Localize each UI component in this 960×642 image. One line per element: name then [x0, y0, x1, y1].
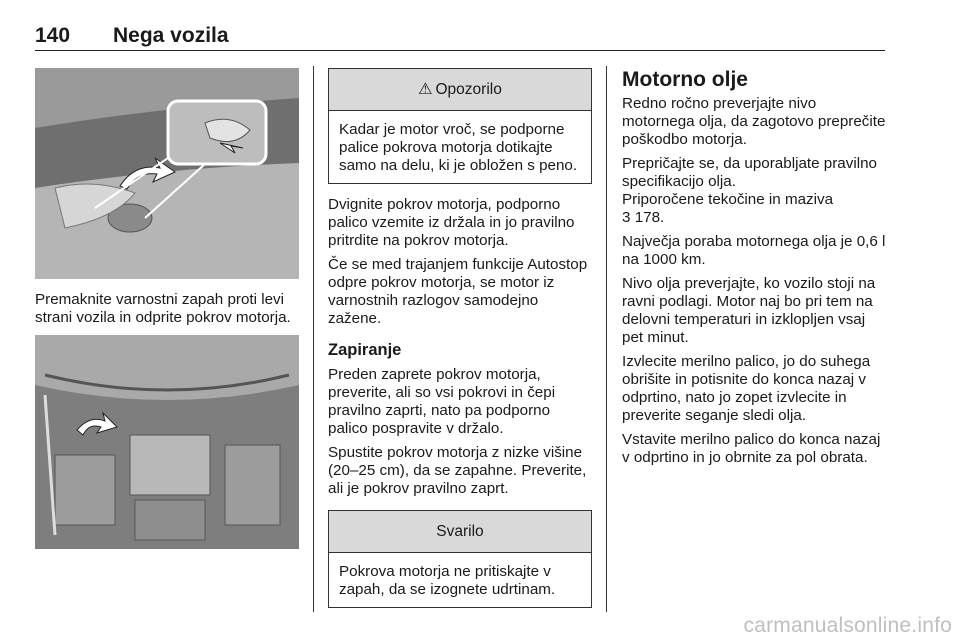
hood-release-illustration	[35, 68, 299, 279]
warning-box-header	[329, 69, 591, 111]
caution-box-header	[329, 511, 591, 553]
section-heading-engine-oil: Motorno olje	[622, 68, 748, 91]
warning-text: Kadar je motor vroč, se podporne palice pokrova motorja dotikajte samo na delu, ki je obložen s peno.	[339, 121, 578, 174]
paragraph: Izvlecite merilno palico, jo do suhega obrišite in potisnite do konca nazaj v odprtino, nato jo zopet izvlecite in preverite seganje sledi olja.	[622, 353, 871, 424]
paragraph: Če se med trajanjem funkcije Autostop odpre pokrov motorja, se motor iz varnostnih razlogov samodejno zažene.	[328, 256, 588, 327]
column-2	[328, 68, 592, 608]
paragraph: Preden zaprete pokrov motorja, preverite, ali so vsi pokrovi in čepi pravilno zaprti, nato pa podporno palico pospravite v držalo.	[328, 366, 556, 437]
column-divider-2	[606, 66, 607, 612]
engine-bay-illustration	[35, 335, 299, 549]
paragraph: Dvignite pokrov motorja, podporno palico vzemite iz držala in jo pravilno pritrdite na pokrov motorja.	[328, 196, 575, 249]
caption-hood-release: Premaknite varnostni zapah proti levi strani vozila in odprite pokrov motorja.	[35, 291, 291, 326]
caution-text: Pokrova motorja ne pritiskajte v zapah, da se izognete udrtinam.	[339, 563, 556, 598]
watermark-text: carmanualsonline.info	[743, 614, 952, 637]
page-title: Nega vozila	[113, 24, 229, 47]
paragraph: Vstavite merilno palico do konca nazaj v odprtino in jo obrnite za pol obrata.	[622, 431, 881, 466]
paragraph: Redno ročno preverjajte nivo motornega olja, da zagotovo preprečite poškodbo motorja.	[622, 95, 886, 148]
column-1	[35, 68, 299, 549]
cross-reference-text: Priporočene tekočine in maziva	[622, 191, 834, 208]
paragraph	[622, 155, 888, 227]
warning-box	[328, 68, 592, 184]
warning-triangle-icon: ⚠	[418, 80, 433, 98]
caution-box	[328, 510, 592, 608]
page-header	[35, 24, 885, 51]
paragraph-text: Prepričajte se, da uporabljate pravilno specifikacijo olja.	[622, 155, 877, 190]
cross-reference-page[interactable]: 178.	[634, 209, 665, 226]
column-3	[622, 68, 888, 473]
page-number: 140	[35, 24, 71, 47]
column-divider-1	[313, 66, 314, 612]
paragraph: Največja poraba motornega olja je 0,6 l na 1000 km.	[622, 233, 886, 268]
paragraph: Nivo olja preverjajte, ko vozilo stoji na ravni podlagi. Motor naj bo pri tem na delovni temperaturi in izklopljen vsaj pet minut.	[622, 275, 876, 346]
section-heading-closing: Zapiranje	[328, 341, 402, 359]
paragraph: Spustite pokrov motorja z nizke višine (20–25 cm), da se zapahne. Preverite, ali je pokrov pravilno zaprt.	[328, 444, 587, 497]
warning-title: Opozorilo	[435, 80, 502, 98]
cross-reference-arrow-icon: 3	[622, 209, 631, 226]
caution-title: Svarilo	[436, 522, 484, 540]
